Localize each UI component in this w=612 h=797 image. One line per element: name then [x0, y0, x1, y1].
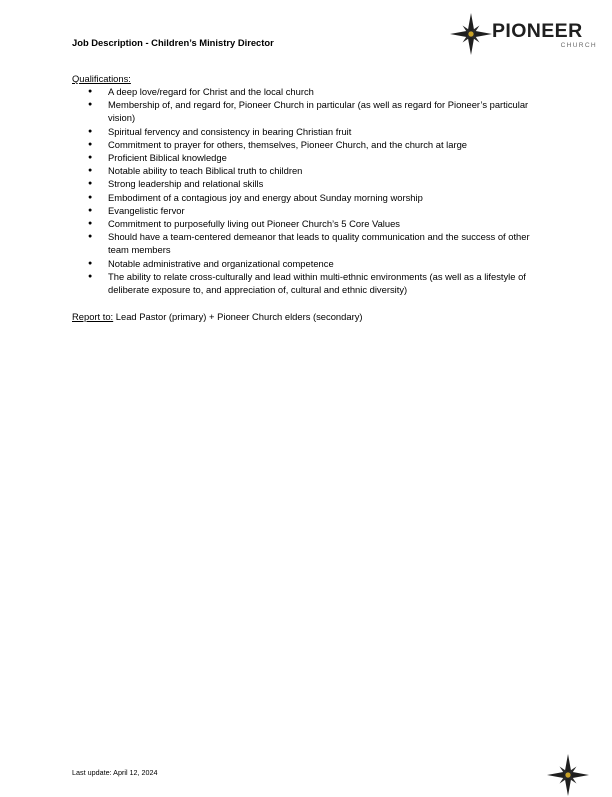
bullet-icon: ● [88, 220, 93, 228]
list-item [72, 191, 542, 204]
bullet-icon: ● [88, 154, 93, 162]
list-item [72, 85, 542, 98]
last-update-date: Last update: April 12, 2024 [72, 768, 158, 777]
bullet-icon: ● [88, 127, 93, 135]
list-item [72, 125, 542, 138]
list-item [72, 151, 542, 164]
list-item [72, 98, 542, 124]
bullet-icon: ● [88, 233, 93, 241]
compass-star-icon [449, 12, 493, 56]
bullet-icon: ● [88, 180, 93, 188]
qualifications-list [72, 85, 542, 296]
list-item-text: Commitment to prayer for others, themselves, Pioneer Church, and the church at large [108, 138, 468, 150]
list-item [72, 270, 542, 296]
page-title: Job Description - Children’s Ministry Director [72, 37, 274, 48]
report-to-line [72, 311, 363, 322]
list-item-text: Embodiment of a contagious joy and energy about Sunday morning worship [108, 191, 423, 203]
list-item-text: Proficient Biblical knowledge [108, 152, 227, 164]
qualifications-heading: Qualifications: [72, 73, 131, 84]
report-to-value: Lead Pastor (primary) + Pioneer Church elders (secondary) [113, 311, 363, 322]
list-item-text: The ability to relate cross-culturally and lead within multi-ethnic environments (as well as a lifestyle of deliberate exposure to, and appreciation of, cultural and ethnic diversity) [108, 270, 526, 296]
list-item [72, 177, 542, 190]
bullet-icon: ● [88, 140, 93, 148]
bullet-icon: ● [88, 167, 93, 175]
list-item-text: Membership of, and regard for, Pioneer Church in particular (as well as regard for Pioneer’s particular vision) [108, 99, 529, 124]
list-item-text: Strong leadership and relational skills [108, 178, 264, 190]
list-item-text: Should have a team-centered demeanor that leads to quality communication and the success of other team members [108, 231, 530, 256]
compass-star-icon [546, 753, 590, 797]
list-item-text: A deep love/regard for Christ and the local church [108, 86, 314, 97]
bullet-icon: ● [88, 259, 93, 267]
list-item-text: Evangelistic fervor [108, 204, 185, 216]
list-item [72, 217, 542, 230]
list-item-text: Commitment to purposefully living out Pioneer Church’s 5 Core Values [108, 218, 400, 230]
report-to-label: Report to: [72, 311, 114, 322]
bullet-icon: ● [88, 193, 93, 201]
list-item-text: Notable ability to teach Biblical truth to children [108, 165, 303, 177]
bullet-icon: ● [88, 88, 93, 95]
list-item-text: Notable administrative and organizational competence [108, 257, 334, 269]
list-item [72, 138, 542, 151]
list-item-text: Spiritual fervency and consistency in bearing Christian fruit [108, 125, 352, 137]
list-item [72, 257, 542, 270]
bullet-icon: ● [88, 206, 93, 214]
bullet-icon: ● [88, 101, 93, 109]
bullet-icon: ● [88, 272, 93, 280]
logo-subtitle: CHURCH [560, 42, 597, 49]
list-item [72, 164, 542, 177]
list-item [72, 204, 542, 217]
logo-wordmark: PIONEER [492, 20, 583, 42]
pioneer-church-logo [449, 12, 599, 56]
list-item [72, 230, 542, 256]
